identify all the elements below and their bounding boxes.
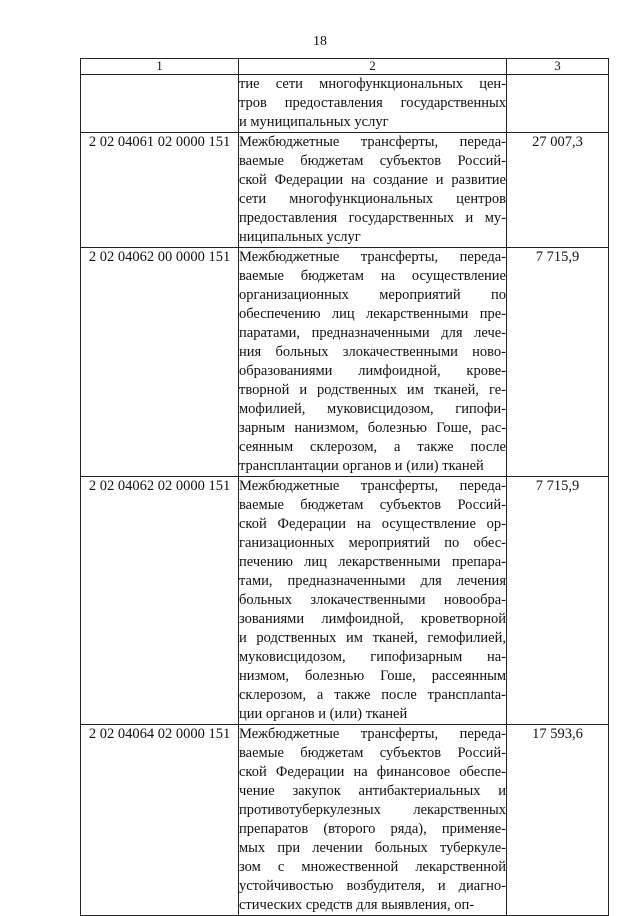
budget-code xyxy=(81,75,239,133)
column-header-description: 2 xyxy=(239,59,507,75)
table-row xyxy=(81,725,609,916)
description-line: ской Федерации на осуществление ор- xyxy=(239,516,506,532)
table-row xyxy=(81,133,609,248)
page-number: 18 xyxy=(313,34,327,49)
description-line: низмом, болезнью Гоше, рассеянным xyxy=(239,668,506,684)
description-line: ния больных злокачественными ново- xyxy=(239,344,506,360)
description-line: мых при лечении больных туберкуле- xyxy=(239,840,506,856)
description-line: Межбюджетные трансферты, переда- xyxy=(239,249,506,265)
description-line: склерозом, а также после трансплanta- xyxy=(239,687,506,703)
amount-value: 7 715,9 xyxy=(507,248,609,477)
budget-code: 2 02 04061 02 0000 151 xyxy=(81,133,239,248)
description-line: образованиями лимфоидной, крове- xyxy=(239,363,506,379)
description-line: сеянным склерозом, а также после xyxy=(239,439,506,455)
item-description xyxy=(239,75,507,133)
description-line: ваемые бюджетам субъектов Россий- xyxy=(239,153,506,169)
description-line: предоставления государственных и му- xyxy=(239,210,506,226)
budget-code: 2 02 04064 02 0000 151 xyxy=(81,725,239,916)
description-line: ниципальных услуг xyxy=(239,229,361,245)
description-line: устойчивостью возбудителя, и диагно- xyxy=(239,878,506,894)
amount-value xyxy=(507,75,609,133)
description-line: противотуберкулезных лекарственных xyxy=(239,802,506,818)
description-line: творной и родственных им тканей, ге- xyxy=(239,382,506,398)
table-header-row xyxy=(81,59,609,75)
amount-value: 17 593,6 xyxy=(507,725,609,916)
description-line: ганизационных мероприятий по обес- xyxy=(239,535,506,551)
description-line: Межбюджетные трансферты, переда- xyxy=(239,726,506,742)
column-header-code: 1 xyxy=(81,59,239,75)
table-row xyxy=(81,75,609,133)
table-row xyxy=(81,477,609,725)
description-line: Межбюджетные трансферты, переда- xyxy=(239,134,506,150)
budget-table xyxy=(80,58,609,916)
description-line: чение закупок антибактериальных и xyxy=(239,783,506,799)
item-description xyxy=(239,725,507,916)
budget-code: 2 02 04062 02 0000 151 xyxy=(81,477,239,725)
description-line: ской Федерации на создание и развитие xyxy=(239,172,506,188)
description-line: препаратов (второго ряда), применяе- xyxy=(239,821,506,837)
description-line: больных злокачественными новообра- xyxy=(239,592,506,608)
description-line: печению лиц лекарственными препара- xyxy=(239,554,506,570)
description-line: ваемые бюджетам субъектов Россий- xyxy=(239,745,506,761)
description-line: тров предоставления государственных xyxy=(239,95,506,111)
table-row xyxy=(81,248,609,477)
description-line: организационных мероприятий по xyxy=(239,287,506,303)
budget-code: 2 02 04062 00 0000 151 xyxy=(81,248,239,477)
item-description xyxy=(239,133,507,248)
description-line: муковисцидозом, гипофизарным на- xyxy=(239,649,506,665)
description-line: стических средств для выявления, оп- xyxy=(239,897,475,913)
amount-value: 7 715,9 xyxy=(507,477,609,725)
description-line: ваемые бюджетам на осуществление xyxy=(239,268,506,284)
description-line: ской Федерации на финансовое обеспе- xyxy=(239,764,506,780)
description-line: тами, предназначенными для лечения xyxy=(239,573,506,589)
description-line: зом с множественной лекарственной xyxy=(239,859,506,875)
amount-value: 27 007,3 xyxy=(507,133,609,248)
description-line: мофилией, муковисцидозом, гипофи- xyxy=(239,401,506,417)
column-header-amount: 3 xyxy=(507,59,609,75)
description-line: ваемые бюджетам субъектов Россий- xyxy=(239,497,506,513)
description-line: и муниципальных услуг xyxy=(239,114,389,130)
description-line: сети многофункциональных центров xyxy=(239,191,506,207)
description-line: Межбюджетные трансферты, переда- xyxy=(239,478,506,494)
item-description xyxy=(239,477,507,725)
description-line: зарным нанизмом, болезнью Гоше, рас- xyxy=(239,420,506,436)
description-line: зованиями лимфоидной, кроветворной xyxy=(239,611,506,627)
description-line: и родственных им тканей, гемофилией, xyxy=(239,630,506,646)
description-line: ции органов и (или) тканей xyxy=(239,706,408,722)
description-line: тие сети многофункциональных цен- xyxy=(239,76,506,92)
description-line: паратами, предназначенными для лече- xyxy=(239,325,506,341)
description-line: трансплантации органов и (или) тканей xyxy=(239,458,484,474)
item-description xyxy=(239,248,507,477)
description-line: обеспечению лиц лекарственными пре- xyxy=(239,306,506,322)
